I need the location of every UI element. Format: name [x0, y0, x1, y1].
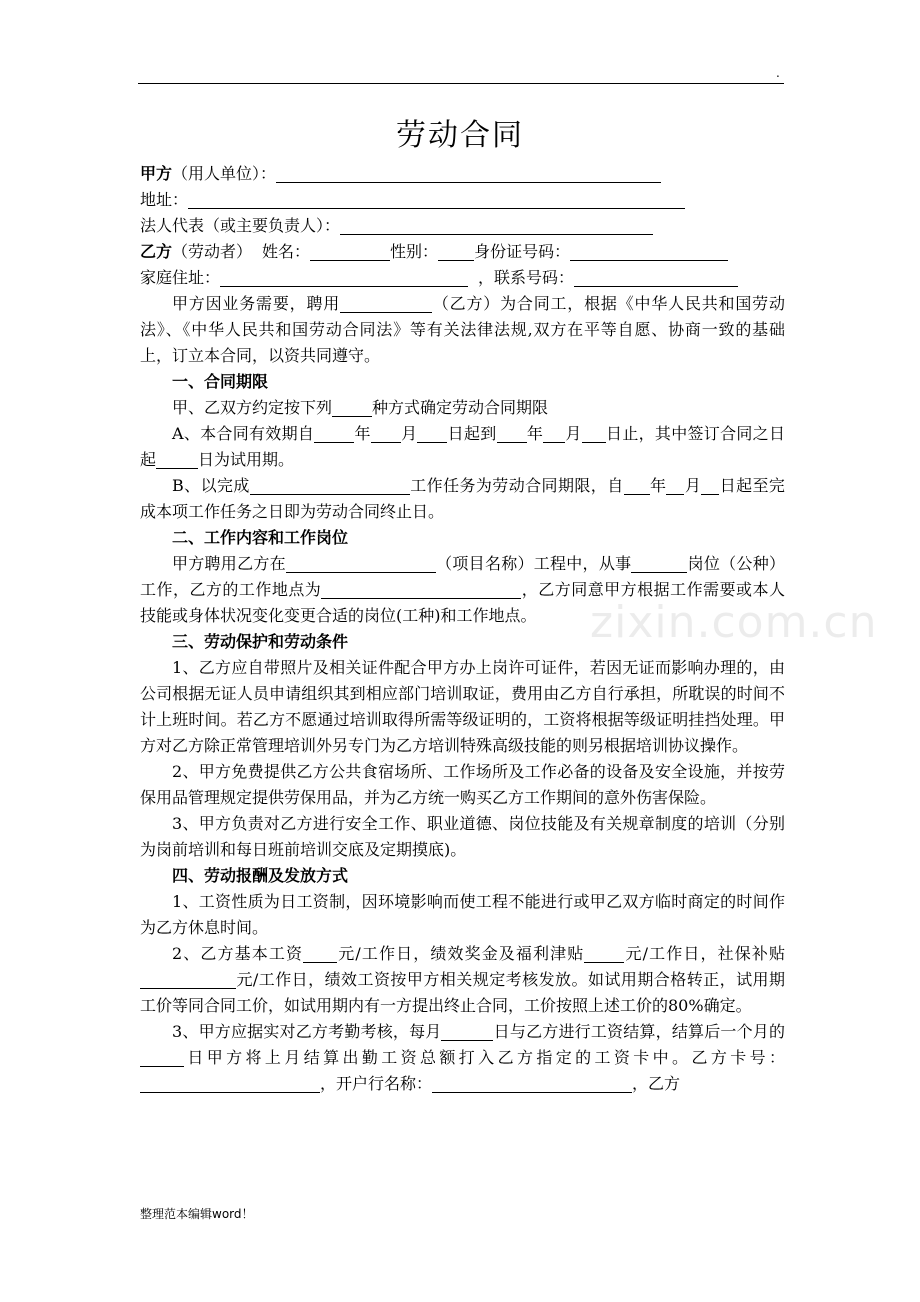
section-2-p [140, 551, 785, 629]
s4-p2-t1: 元/工作日，绩效奖金及福利津贴 [337, 944, 585, 963]
document-body [140, 161, 785, 1097]
name-label: 姓名： [262, 242, 311, 261]
base-wage-blank[interactable] [303, 944, 337, 963]
s1-pA-t7: 日为试用期。 [198, 450, 295, 469]
s1-pA-blank-4[interactable] [497, 424, 527, 443]
bonus-blank[interactable] [584, 944, 624, 963]
section-2-heading: 二、工作内容和工作岗位 [172, 528, 349, 547]
payday-blank[interactable] [140, 1048, 184, 1067]
party-a-line [140, 161, 785, 187]
s1-pB-t4: 日起至完成本项工作任务之日即为劳动合同终止日。 [140, 476, 785, 521]
watermark: zixin.com.cn [590, 597, 878, 648]
section-1-pA [140, 421, 785, 473]
name-blank[interactable] [310, 242, 390, 261]
id-label: 身份证号码： [474, 242, 571, 261]
s1-pB-t2: 年 [649, 476, 667, 495]
footer-note: 整理范本编辑word！ [140, 1207, 254, 1221]
s2-t0: 甲方聘用乙方在 [172, 554, 286, 573]
s2-t3: ，乙方同意甲方根据工作需要或本人技能或身体状况变化变更合适的岗位(工种)和工作地点。 [140, 580, 785, 625]
header-corner-mark: . [776, 66, 780, 80]
s1-pA-t1: 年 [354, 424, 371, 443]
header-rule [138, 83, 784, 84]
legal-rep-line [140, 213, 785, 239]
home-address-blank[interactable] [220, 268, 468, 287]
s1-pA-t6: 日止，其中签订合同之日起 [140, 424, 785, 469]
settlement-day-blank[interactable] [441, 1022, 493, 1041]
s2-t1: （项目名称）工程中，从事 [435, 554, 632, 573]
s2-t2: 岗位（公种）工作，乙方的工作地点为 [140, 554, 785, 599]
s4-p3-t4: ，乙方 [632, 1074, 681, 1093]
s4-p3-t0: 3、甲方应据实对乙方考勤考核，每月 [172, 1022, 442, 1041]
section-1-pB [140, 473, 785, 525]
s1-pA-blank-6[interactable] [582, 424, 606, 443]
s1-pB-blank-2[interactable] [624, 476, 650, 495]
section-1-p1 [140, 395, 785, 421]
s1-pB-blank-4[interactable] [701, 476, 719, 495]
section-4-p2 [140, 941, 785, 1019]
s1-pB-blank-3[interactable] [666, 476, 684, 495]
id-number-blank[interactable] [570, 242, 728, 261]
s1-pA-t3: 日起到 [447, 424, 497, 443]
s2-location-blank[interactable] [321, 580, 521, 599]
legal-rep-label: 法人代表（或主要负责人）： [140, 216, 341, 235]
intro-text-b: （乙方）为合同工，根据《中华人民共和国劳动法》、《中华人民共和国劳动合同法》等有关法律法规,双方在平等自愿、协商一致的基础上，订立本合同，以资共同遵守。 [140, 294, 785, 365]
s2-post-blank[interactable] [631, 554, 687, 573]
s2-project-blank[interactable] [286, 554, 436, 573]
s1-pA-blank-5[interactable] [543, 424, 565, 443]
party-b-note: （劳动者） [172, 242, 253, 261]
s1-pA-t2: 月 [400, 424, 418, 443]
s1-pA-blank-3[interactable] [417, 424, 447, 443]
s1-pA-blank-1[interactable] [314, 424, 354, 443]
section-4-p3 [140, 1019, 785, 1097]
card-number-blank[interactable] [140, 1074, 320, 1093]
address-blank[interactable] [188, 190, 685, 209]
social-subsidy-blank[interactable] [140, 970, 236, 989]
intro-blank[interactable] [340, 294, 432, 313]
s1-p1-text-b: 种方式确定劳动合同期限 [372, 398, 549, 417]
phone-blank[interactable] [574, 268, 738, 287]
party-b-line [140, 239, 785, 265]
section-3-p2: 2、甲方免费提供乙方公共食宿场所、工作场所及工作必备的设备及安全设施，并按劳保用品管理规定提供劳保用品，并为乙方统一购买乙方工作期间的意外伤害保险。 [140, 762, 785, 807]
s1-pA-t0: A、本合同有效期自 [172, 424, 315, 443]
s4-p3-t3: ，开户行名称： [320, 1074, 433, 1093]
section-1-heading: 一、合同期限 [172, 372, 269, 391]
s4-p3-t1: 日与乙方进行工资结算，结算后一个月的 [493, 1022, 785, 1041]
party-a-blank[interactable] [276, 164, 661, 183]
home-label: 家庭住址： [140, 268, 221, 287]
intro-paragraph [140, 291, 785, 369]
section-3-heading: 三、劳动保护和劳动条件 [172, 632, 349, 651]
s1-pB-t0: B、以完成 [172, 476, 250, 495]
s1-p1-text-a: 甲、乙双方约定按下列 [172, 398, 333, 417]
bank-name-blank[interactable] [432, 1074, 632, 1093]
section-3-p1: 1、乙方应自带照片及相关证件配合甲方办上岗许可证件，若因无证而影响办理的，由公司根据无证人员申请组织其到相应部门培训取证，费用由乙方自行承担，所耽误的时间不计上班时间。若乙方不愿通过培训取得所需等级证明的，工资将根据等级证明挂挡处理。甲方对乙方除正常管理培训外另专门为乙方培训特殊高级技能的则另根据培训协议操作。 [140, 658, 785, 755]
party-a-note: （用人单位）： [172, 164, 277, 183]
s4-p3-t2: 日甲方将上月结算出勤工资总额打入乙方指定的工资卡中。乙方卡号： [184, 1048, 785, 1067]
s4-p2-t2: 元/工作日，社保补贴 [624, 944, 785, 963]
address-line [140, 187, 785, 213]
s1-pA-t5: 月 [565, 424, 582, 443]
s4-p2-t3: 元/工作日，绩效工资按甲方相关规定考核发放。如试用期合格转正，试用期工价等同合同工价，如试用期内有一方提出终止合同，工价按照上述工价的80%确定。 [140, 970, 785, 1015]
section-4-p1: 1、工资性质为日工资制，因环境影响而使工程不能进行或甲乙双方临时商定的时间作为乙方休息时间。 [140, 892, 785, 937]
gender-label: 性别： [390, 242, 439, 261]
intro-text-a: 甲方因业务需要，聘用 [172, 294, 341, 313]
section-3-p3: 3、甲方负责对乙方进行安全工作、职业道德、岗位技能及有关规章制度的培训（分别为岗前培训和每日班前培训交底及定期摸底)。 [140, 814, 785, 859]
party-b-label: 乙方 [140, 242, 173, 261]
s1-pB-blank-1[interactable] [250, 476, 410, 495]
s1-pA-blank-7[interactable] [156, 450, 198, 469]
s1-method-blank[interactable] [332, 398, 372, 417]
legal-rep-blank[interactable] [340, 216, 653, 235]
page-title: 劳动合同 [396, 118, 524, 153]
phone-label: ，联系号码： [478, 268, 575, 287]
s1-pB-t1: 工作任务为劳动合同期限，自 [409, 476, 624, 495]
s1-pA-blank-2[interactable] [371, 424, 401, 443]
home-line [140, 265, 785, 291]
party-a-label: 甲方 [140, 164, 173, 183]
address-label: 地址： [140, 190, 189, 209]
s1-pB-t3: 月 [684, 476, 702, 495]
s4-p2-t0: 2、乙方基本工资 [172, 944, 304, 963]
s1-pA-t4: 年 [526, 424, 544, 443]
section-4-heading: 四、劳动报酬及发放方式 [172, 866, 349, 885]
gender-blank[interactable] [438, 242, 474, 261]
